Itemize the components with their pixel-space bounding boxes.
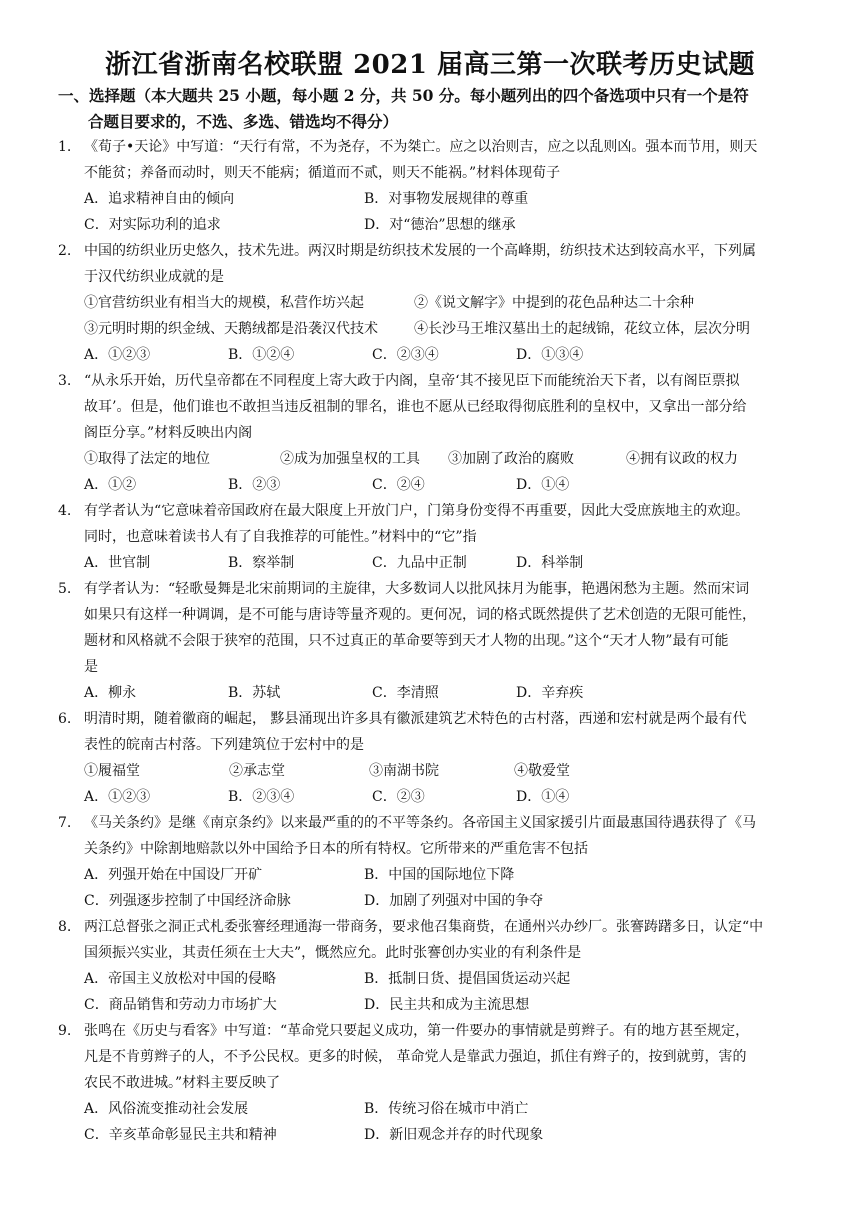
answer-option[interactable]: B．苏轼: [228, 685, 281, 701]
answer-option[interactable]: B．察举制: [228, 555, 295, 571]
question-stem-text: 中国的纺织业历史悠久，技术先进。两汉时期是纺织技术发展的一个高峰期，纺织技术达到较高水平，下列属: [84, 243, 756, 259]
question-number: 1.: [58, 139, 72, 155]
question-stem: [58, 1018, 818, 1044]
answer-options: [58, 862, 818, 888]
page-title: 浙江省浙南名校联盟 2021 届高三第一次联考历史试题: [105, 50, 755, 80]
answer-options: [58, 888, 818, 914]
question-stem: [58, 498, 818, 524]
answer-option[interactable]: A．列强开始在中国设厂开矿: [84, 867, 263, 883]
question-stem: [58, 810, 818, 836]
answer-options: [58, 472, 818, 498]
item-row: [58, 446, 818, 472]
question-stem-text: 关条约》中除割地赔款以外中国给予日本的所有特权。它所带来的严重危害不包括: [84, 841, 588, 857]
answer-option[interactable]: C．辛亥革命彰显民主共和精神: [84, 1127, 277, 1143]
question-number: 5.: [58, 581, 72, 597]
question: [58, 1018, 818, 1148]
section-instructions-line-1: 一、选择题（本大题共 25 小题，每小题 2 分，共 50 分。每小题列出的四个备选项中只有一个是符: [58, 86, 749, 105]
answer-option[interactable]: B．对事物发展规律的尊重: [364, 191, 529, 207]
numbered-item: ①官营纺织业有相当大的规模，私营作坊兴起: [84, 295, 364, 311]
question-stem-text: 有学者认为“它意味着帝国政府在最大限度上开放门户，门第身份变得不再重要，因此大受庶族地主的欢迎。: [84, 503, 750, 519]
answer-option[interactable]: C．商品销售和劳动力市场扩大: [84, 997, 277, 1013]
answer-option[interactable]: D．民主共和成为主流思想: [364, 997, 530, 1013]
answer-option[interactable]: B．抵制日货、提倡国货运动兴起: [364, 971, 571, 987]
question: [58, 706, 818, 810]
answer-option[interactable]: D．科举制: [516, 555, 584, 571]
question-stem-text: 故耳’。但是，他们谁也不敢担当违反祖制的罪名，谁也不愿从已经取得彻底胜利的皇权中，又拿出一部分给: [84, 399, 747, 415]
numbered-item: ③元明时期的织金绒、天鹅绒都是沿袭汉代技术: [84, 321, 378, 337]
answer-option[interactable]: C．九品中正制: [372, 555, 467, 571]
question-stem: [58, 914, 818, 940]
answer-options: [58, 992, 818, 1018]
answer-option[interactable]: D．①④: [516, 477, 570, 493]
question-stem: [58, 134, 818, 160]
question: [58, 498, 818, 576]
answer-option[interactable]: B．中国的国际地位下降: [364, 867, 515, 883]
answer-option[interactable]: A．柳永: [84, 685, 137, 701]
answer-option[interactable]: B．传统习俗在城市中消亡: [364, 1101, 529, 1117]
question-stem-text: 张鸣在《历史与看客》中写道：“革命党只要起义成功，第一件要办的事情就是剪辫子。有的地方甚至规定，: [84, 1023, 750, 1039]
numbered-item: ④拥有议政的权力: [626, 451, 738, 467]
question-stem: [58, 368, 818, 394]
question-stem-text: 如果只有这样一种调调，是不可能与唐诗等量齐观的。更何况，词的格式既然提供了艺术创造的无限可能性，: [84, 607, 756, 623]
item-row: [58, 316, 818, 342]
question: [58, 914, 818, 1018]
numbered-item: ③加剧了政治的腐败: [448, 451, 574, 467]
section-instructions-line-2: 合题目要求的，不选、多选、错选均不得分）: [88, 112, 399, 131]
question-stem-text: 两江总督张之洞正式札委张謇经理通海一带商务，要求他召集商赀，在通州兴办纱厂。张謇踌躇多日，认定“中: [84, 919, 764, 935]
numbered-item: ③南湖书院: [369, 763, 439, 779]
item-row: [58, 758, 818, 784]
question-number: 6.: [58, 711, 72, 727]
answer-options: [58, 1096, 818, 1122]
answer-option[interactable]: D．①④: [516, 789, 570, 805]
question-number: 8.: [58, 919, 72, 935]
answer-option[interactable]: B．①②④: [228, 347, 295, 363]
answer-option[interactable]: B．②③: [228, 477, 281, 493]
answer-option[interactable]: D．辛弃疾: [516, 685, 584, 701]
answer-option[interactable]: D．新旧观念并存的时代现象: [364, 1127, 544, 1143]
question-stem-text: “从永乐开始，历代皇帝都在不同程度上寄大政于内阁，皇帝‘其不接见臣下而能统治天下者，以有阁臣票拟: [84, 373, 740, 389]
question-stem-text: 于汉代纺织业成就的是: [84, 269, 224, 285]
answer-options: [58, 784, 818, 810]
question-stem-text: 阁臣分享。”材料反映出内阁: [84, 425, 253, 441]
answer-option[interactable]: C．②③④: [372, 347, 439, 363]
answer-option[interactable]: B．②③④: [228, 789, 295, 805]
question-stem-text: 《马关条约》是继《南京条约》以来最严重的的不平等条约。各帝国主义国家援引片面最惠国待遇获得了《马: [84, 815, 756, 831]
question-stem-text: 凡是不肯剪辫子的人，不予公民权。更多的时候， 革命党人是靠武力强迫，抓住有辫子的，按到就剪，害的: [84, 1049, 747, 1065]
question-stem-text: 是: [84, 659, 98, 675]
answer-option[interactable]: A．①②③: [84, 347, 151, 363]
numbered-item: ④敬爱堂: [514, 763, 570, 779]
numbered-item: ②成为加强皇权的工具: [280, 451, 420, 467]
question-number: 7.: [58, 815, 72, 831]
question-stem: [58, 576, 818, 602]
question-stem-text: 表性的皖南古村落。下列建筑位于宏村中的是: [84, 737, 364, 753]
question: [58, 576, 818, 706]
question-stem-text: 有学者认为：“轻歌曼舞是北宋前期词的主旋律，大多数词人以批风抹月为能事，艳遇闲愁为主题。然而宋词: [84, 581, 750, 597]
numbered-item: ①取得了法定的地位: [84, 451, 210, 467]
question-number: 9.: [58, 1023, 72, 1039]
answer-option[interactable]: D．加剧了列强对中国的争夺: [364, 893, 544, 909]
question-stem-text: 农民不敢进城。”材料主要反映了: [84, 1075, 281, 1091]
question-stem: [58, 238, 818, 264]
numbered-item: ②承志堂: [229, 763, 285, 779]
answer-option[interactable]: C．②③: [372, 789, 425, 805]
answer-options: [58, 186, 818, 212]
answer-option[interactable]: C．②④: [372, 477, 425, 493]
question-number: 2.: [58, 243, 72, 259]
answer-option[interactable]: C．对实际功利的追求: [84, 217, 221, 233]
answer-options: [58, 212, 818, 238]
answer-option[interactable]: A．帝国主义放松对中国的侵略: [84, 971, 277, 987]
question-stem-text: 国须振兴实业，其责任须在士大夫”，慨然应允。此时张謇创办实业的有利条件是: [84, 945, 582, 961]
question: [58, 238, 818, 368]
question: [58, 368, 818, 498]
answer-option[interactable]: A．世官制: [84, 555, 151, 571]
answer-option[interactable]: D．对“德治”思想的继承: [364, 217, 516, 233]
answer-option[interactable]: A．风俗流变推动社会发展: [84, 1101, 249, 1117]
question-number: 3.: [58, 373, 72, 389]
item-row: [58, 290, 818, 316]
answer-option[interactable]: C．列强逐步控制了中国经济命脉: [84, 893, 291, 909]
answer-options: [58, 680, 818, 706]
answer-option[interactable]: A．追求精神自由的倾向: [84, 191, 235, 207]
question-stem-text: 《荀子•天论》中写道：“天行有常，不为尧存，不为桀亡。应之以治则吉，应之以乱则凶。强本而节用，则天: [84, 139, 758, 155]
answer-option[interactable]: D．①③④: [516, 347, 584, 363]
answer-options: [58, 966, 818, 992]
question: [58, 134, 818, 238]
question: [58, 810, 818, 914]
question-list: [58, 134, 818, 1148]
answer-option[interactable]: A．①②③: [84, 789, 151, 805]
answer-options: [58, 1122, 818, 1148]
numbered-item: ④长沙马王堆汉墓出土的起绒锦，花纹立体，层次分明: [414, 321, 750, 337]
answer-options: [58, 550, 818, 576]
question-stem-text: 同时，也意味着读书人有了自我推荐的可能性。”材料中的“它”指: [84, 529, 477, 545]
section-header: [58, 83, 838, 135]
question-stem-text: 题材和风格就不会限于狭窄的范围，只不过真正的革命要等到天才人物的出现。”这个“天才人物”最有可能: [84, 633, 729, 649]
answer-option[interactable]: A．①②: [84, 477, 137, 493]
question-stem-text: 明清时期，随着徽商的崛起， 黟县涌现出许多具有徽派建筑艺术特色的古村落，西递和宏村就是两个最有代: [84, 711, 747, 727]
question-number: 4.: [58, 503, 72, 519]
answer-options: [58, 342, 818, 368]
numbered-item: ②《说文解字》中提到的花色品种达二十余种: [414, 295, 694, 311]
question-stem: [58, 706, 818, 732]
question-stem-text: 不能贫；养备而动时，则天不能病；循道而不贰，则天不能祸。”材料体现荀子: [84, 165, 561, 181]
numbered-item: ①履福堂: [84, 763, 140, 779]
answer-option[interactable]: C．李清照: [372, 685, 439, 701]
